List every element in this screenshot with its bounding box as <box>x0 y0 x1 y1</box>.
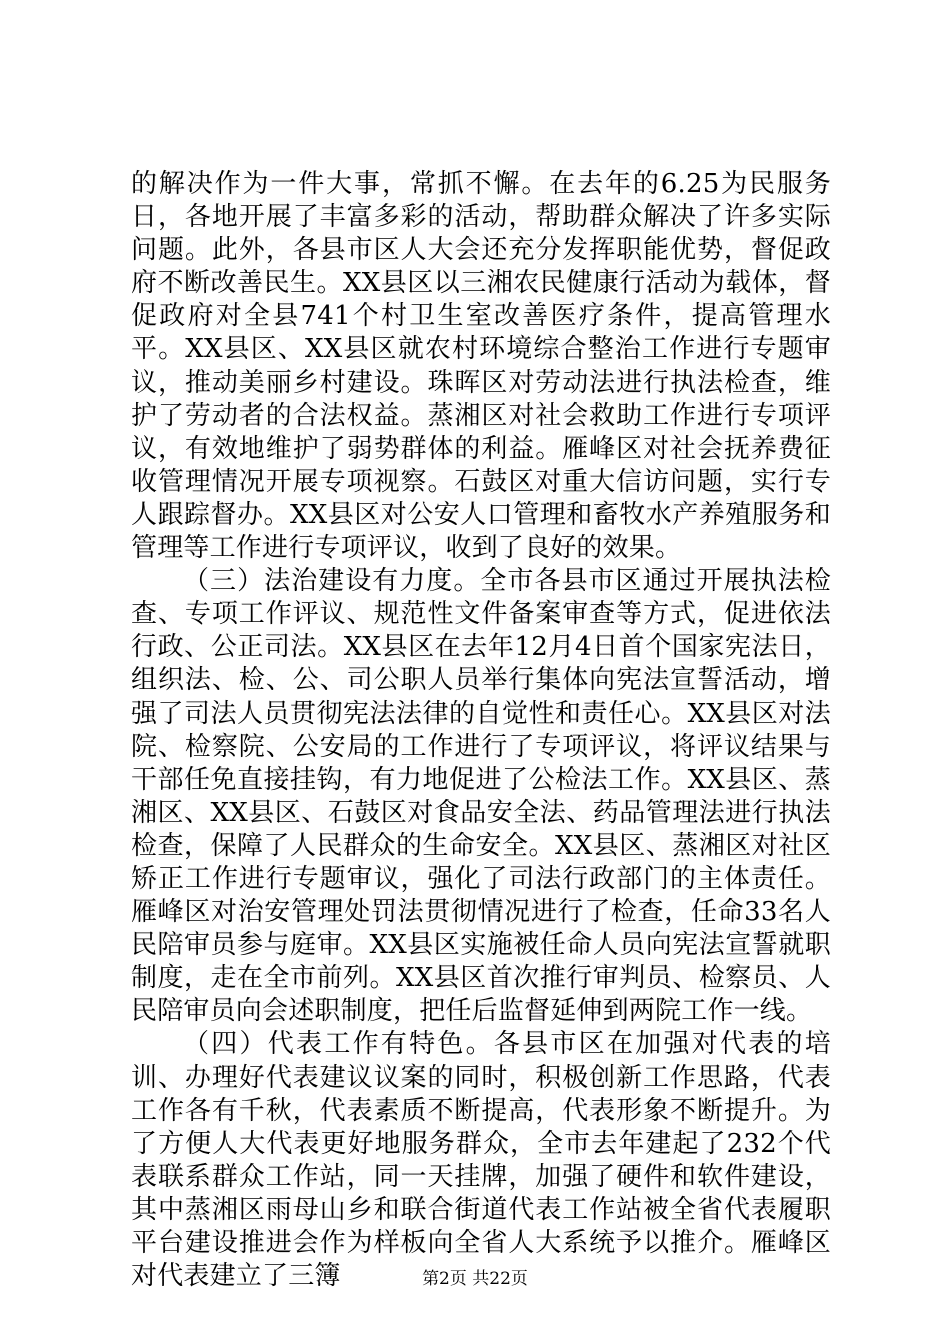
paragraph-rule-of-law: （三）法治建设有力度。全市各县市区通过开展执法检查、专项工作评议、规范性文件备案审查等方式，促进依法行政、公正司法。XX县区在去年12月4日首个国家宪法日，组织法、检、公、司公职人员举行集体向宪法宣誓活动，增强了司法人员贯彻宪法法律的自觉性和责任心。XX县区对法院、检察院、公安局的工作进行了专项评议，将评议结果与干部任免直接挂钩，有力地促进了公检法工作。XX县区、蒸湘区、XX县区、石鼓区对食品安全法、药品管理法进行执法检查，保障了人民群众的生命安全。XX县区、蒸湘区对社区矫正工作进行专题审议，强化了司法行政部门的主体责任。雁峰区对治安管理处罚法贯彻情况进行了检查，任命33名人民陪审员参与庭审。XX县区实施被任命人员向宪法宣誓就职制度，走在全市前列。XX县区首次推行审判员、检察员、人民陪审员向会述职制度，把任后监督延伸到两院工作一线。 <box>131 566 831 1027</box>
page-number-footer: 第2页 共22页 <box>422 1269 528 1289</box>
paragraph-deputy-work: （四）代表工作有特色。各县市区在加强对代表的培训、办理好代表建议议案的同时，积极创新工作思路，代表工作各有千秋，代表素质不断提高，代表形象不断提升。为了方便人大代表更好地服务群众，全市去年建起了232个代表联系群众工作站，同一天挂牌，加强了硬件和软件建设，其中蒸湘区雨母山乡和联合街道代表工作站被全省代表履职平台建设推进会作为样板向全省人大系统予以推介。雁峰区对代表建立了三簿 <box>131 1029 831 1292</box>
paragraph-people-livelihood-continued: 的解决作为一件大事，常抓不懈。在去年的6.25为民服务日，各地开展了丰富多彩的活动，帮助群众解决了许多实际问题。此外，各县市区人大会还充分发挥职能优势，督促政府不断改善民生。XX县区以三湘农民健康行活动为载体，督促政府对全县741个村卫生室改善医疗条件，提高管理水平。XX县区、XX县区就农村环境综合整治工作进行专题审议，推动美丽乡村建设。珠晖区对劳动法进行执法检查，维护了劳动者的合法权益。蒸湘区对社会救助工作进行专项评议，有效地维护了弱势群体的利益。雁峰区对社会抚养费征收管理情况开展专项视察。石鼓区对重大信访问题，实行专人跟踪督办。XX县区对公安人口管理和畜牧水产养殖服务和管理等工作进行专项评议，收到了良好的效果。 <box>131 169 831 564</box>
document-body <box>131 168 831 1293</box>
